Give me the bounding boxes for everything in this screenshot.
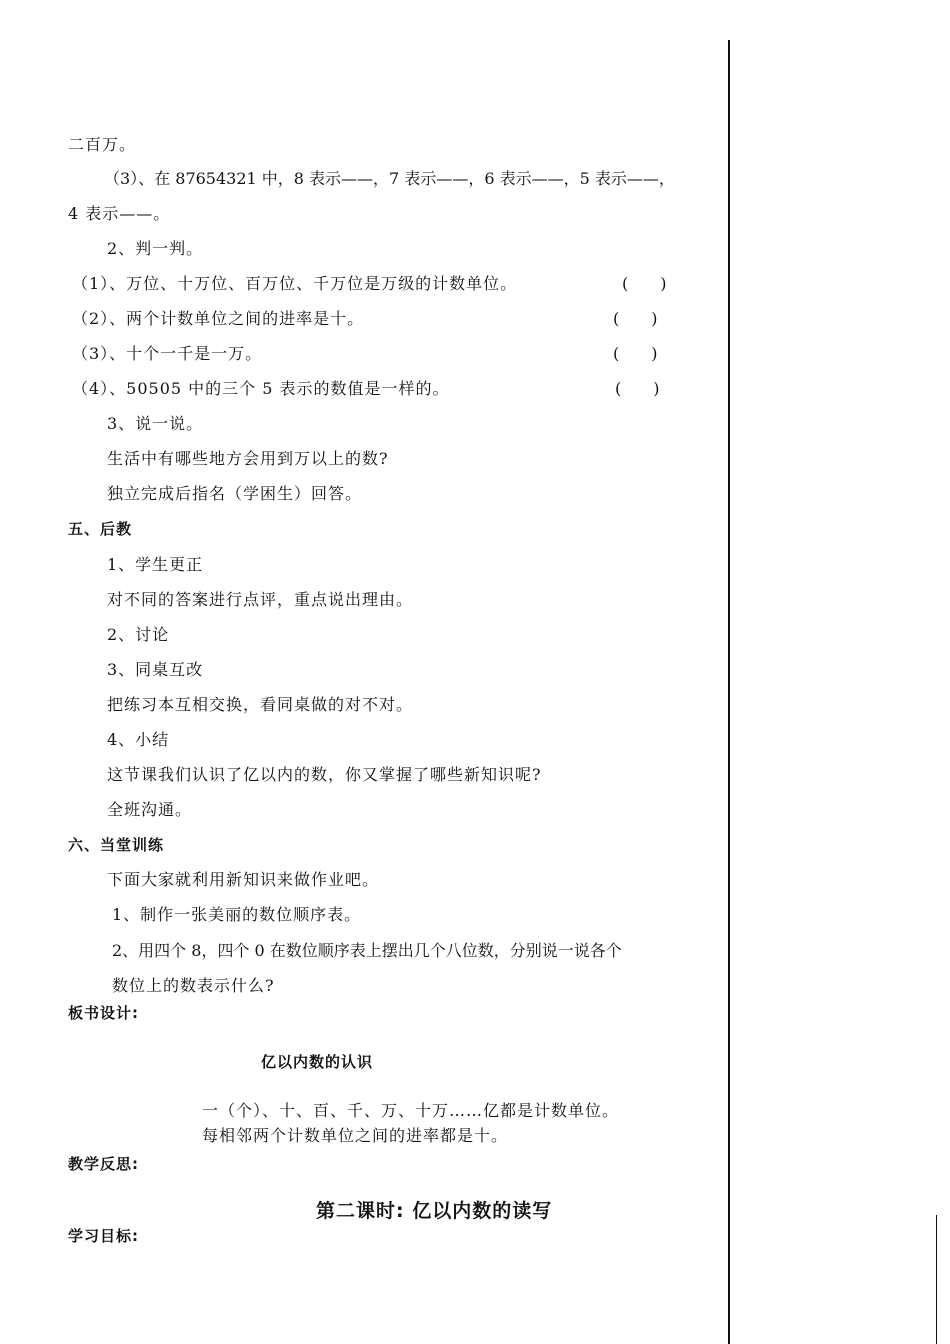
goals-label: 学习目标:	[68, 1227, 139, 1245]
text-line: 独立完成后指名（学困生）回答。	[107, 484, 363, 503]
text-line: 3、同桌互改	[107, 660, 204, 679]
text-line: 这节课我们认识了亿以内的数，你又掌握了哪些新知识呢?	[107, 765, 542, 784]
text-line: （3）、在 87654321 中，8 表示——，7 表示——，6 表示——，5 表示——，	[104, 169, 675, 188]
text-line: 下面大家就利用新知识来做作业吧。	[107, 870, 380, 889]
reflection-label: 教学反思:	[68, 1155, 139, 1173]
text-line: 4 表示——。	[68, 204, 171, 223]
answer-blank: ( )	[615, 379, 660, 398]
board-line: 每相邻两个计数单位之间的进率都是十。	[202, 1126, 509, 1145]
text-line: 2、讨论	[107, 625, 170, 644]
answer-blank: ( )	[613, 309, 658, 328]
answer-blank: ( )	[613, 344, 658, 363]
text-line: 3、说一说。	[107, 414, 204, 433]
judge-item: （3）、十个一千是一万。	[72, 344, 263, 363]
text-line: 二百万。	[68, 135, 137, 154]
board-design-label: 板书设计:	[68, 1004, 139, 1022]
table-border-line	[728, 40, 730, 1344]
answer-blank: ( )	[622, 274, 667, 293]
judge-item: （4）、50505 中的三个 5 表示的数值是一样的。	[72, 379, 450, 398]
text-line: 对不同的答案进行点评，重点说出理由。	[107, 590, 414, 609]
lesson-title: 第二课时: 亿以内数的读写	[316, 1200, 553, 1222]
text-line: 2、判一判。	[107, 239, 204, 258]
text-line: 数位上的数表示什么?	[112, 976, 275, 995]
text-line: 全班沟通。	[107, 800, 193, 819]
judge-item: （1）、万位、十万位、百万位、千万位是万级的计数单位。	[72, 274, 518, 293]
text-line: 把练习本互相交换，看同桌做的对不对。	[107, 695, 414, 714]
judge-item: （2）、两个计数单位之间的进率是十。	[72, 309, 365, 328]
text-line: 生活中有哪些地方会用到万以上的数?	[107, 449, 389, 468]
section-heading: 六、当堂训练	[68, 836, 165, 854]
board-title: 亿以内数的认识	[261, 1053, 374, 1071]
text-line: 2、用四个 8，四个 0 在数位顺序表上摆出几个八位数，分别说一说各个	[112, 941, 622, 960]
table-border-line-right	[936, 1215, 937, 1344]
section-heading: 五、后教	[68, 520, 133, 538]
text-line: 4、小结	[107, 730, 170, 749]
text-line: 1、制作一张美丽的数位顺序表。	[112, 905, 362, 924]
text-line: 1、学生更正	[107, 555, 204, 574]
board-line: 一（个）、十、百、千、万、十万……亿都是计数单位。	[202, 1101, 620, 1120]
